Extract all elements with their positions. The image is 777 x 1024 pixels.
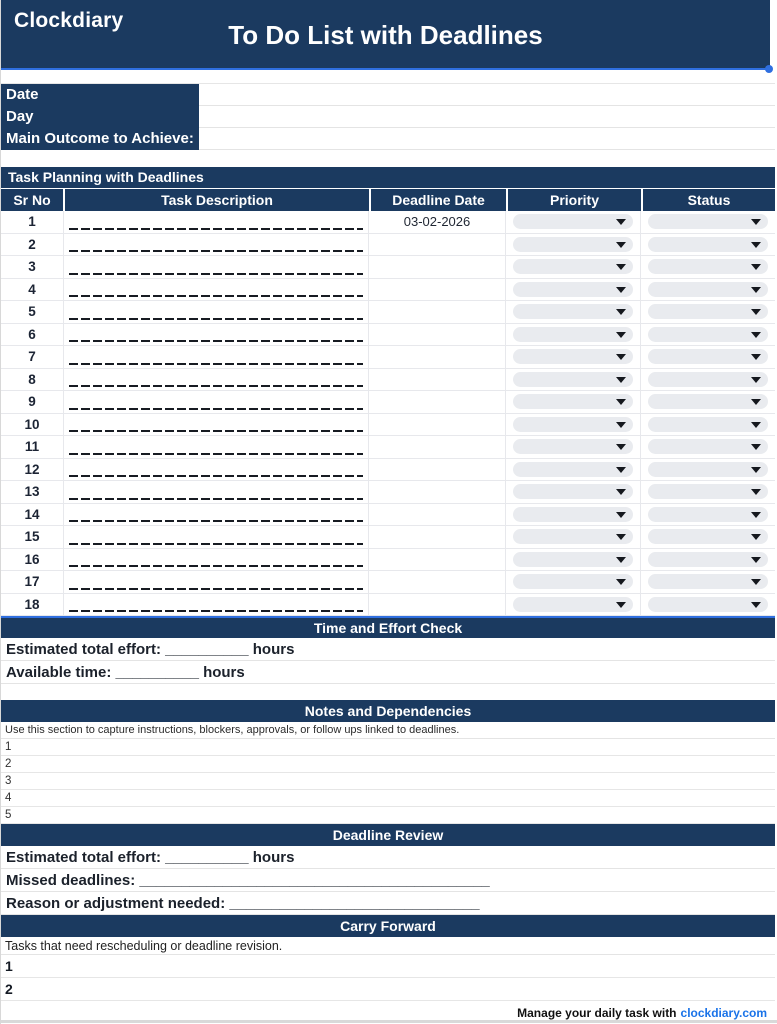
dropdown-arrow-icon [616, 287, 626, 293]
blank-write-line [69, 295, 363, 297]
deadline-date-cell[interactable] [369, 436, 506, 458]
task-row [1, 459, 775, 482]
priority-cell [506, 526, 641, 548]
task-row [1, 211, 775, 234]
dropdown-arrow-icon [751, 219, 761, 225]
dropdown-arrow-icon [751, 467, 761, 473]
selection-handle[interactable] [765, 65, 773, 73]
blank-write-line [69, 565, 363, 567]
blank-row [1, 150, 777, 167]
page-header [1, 0, 770, 70]
task-description-cell[interactable] [63, 504, 369, 526]
status-cell [641, 391, 775, 413]
priority-dropdown[interactable] [513, 327, 633, 342]
task-description-cell[interactable] [63, 459, 369, 481]
status-cell [641, 256, 775, 278]
task-row [1, 526, 775, 549]
sr-no-cell: 17 [24, 574, 40, 590]
note-row[interactable]: 2 [1, 756, 775, 773]
task-row [1, 256, 775, 279]
blank-write-line [69, 340, 363, 342]
time-effort-section-title: Time and Effort Check [1, 616, 775, 638]
blank-write-line [69, 453, 363, 455]
dropdown-arrow-icon [751, 444, 761, 450]
deadline-date-cell[interactable] [369, 459, 506, 481]
priority-dropdown[interactable] [513, 552, 633, 567]
blank-write-line [69, 363, 363, 365]
status-dropdown[interactable] [648, 349, 768, 364]
date-label: Date [6, 86, 39, 103]
sr-no-cell: 15 [24, 529, 40, 545]
task-description-cell[interactable] [63, 256, 369, 278]
carry-forward-row[interactable]: 2 [1, 978, 775, 1001]
day-label: Day [6, 108, 34, 125]
priority-cell [506, 504, 641, 526]
page-title: To Do List with Deadlines [228, 20, 543, 50]
priority-cell [506, 481, 641, 503]
dropdown-arrow-icon [616, 422, 626, 428]
blank-write-line [69, 385, 363, 387]
priority-cell [506, 279, 641, 301]
dropdown-arrow-icon [616, 242, 626, 248]
blank-row [1, 684, 777, 700]
missed-deadlines-field[interactable]: Missed deadlines: __________________________________________ [1, 869, 775, 892]
outcome-label: Main Outcome to Achieve: [6, 130, 194, 147]
deadline-date-cell[interactable]: 03-02-2026 [369, 211, 506, 233]
blank-write-line [69, 250, 363, 252]
status-dropdown[interactable] [648, 237, 768, 252]
task-row [1, 436, 775, 459]
col-header-status: Status [641, 189, 775, 211]
priority-dropdown[interactable] [513, 259, 633, 274]
priority-dropdown[interactable] [513, 214, 633, 229]
dropdown-arrow-icon [616, 219, 626, 225]
blank-write-line [69, 430, 363, 432]
priority-dropdown[interactable] [513, 529, 633, 544]
status-cell [641, 346, 775, 368]
blank-write-line [69, 498, 363, 500]
deadline-date-cell[interactable] [369, 414, 506, 436]
task-description-cell[interactable] [63, 481, 369, 503]
sr-no-cell: 5 [28, 304, 36, 320]
sr-no-cell: 18 [24, 596, 40, 612]
dropdown-arrow-icon [616, 377, 626, 383]
task-table-header [1, 189, 775, 211]
task-row [1, 571, 775, 594]
dropdown-arrow-icon [751, 557, 761, 563]
status-cell [641, 571, 775, 593]
dropdown-arrow-icon [751, 309, 761, 315]
priority-dropdown[interactable] [513, 394, 633, 409]
sr-no-cell: 7 [28, 349, 36, 365]
priority-cell [506, 594, 641, 616]
sr-no-cell: 1 [28, 214, 36, 230]
dropdown-arrow-icon [751, 332, 761, 338]
priority-dropdown[interactable] [513, 574, 633, 589]
sr-no-cell: 12 [24, 461, 40, 477]
task-row [1, 346, 775, 369]
dropdown-arrow-icon [616, 579, 626, 585]
dropdown-arrow-icon [751, 377, 761, 383]
dropdown-arrow-icon [616, 399, 626, 405]
deadline-date-cell[interactable] [369, 391, 506, 413]
sr-no-cell: 16 [24, 551, 40, 567]
status-dropdown[interactable] [648, 484, 768, 499]
col-header-sr-no: Sr No [1, 189, 63, 211]
note-row[interactable]: 4 [1, 790, 775, 807]
dropdown-arrow-icon [751, 422, 761, 428]
status-dropdown[interactable] [648, 214, 768, 229]
footer [1, 1006, 775, 1020]
dropdown-arrow-icon [751, 242, 761, 248]
priority-cell [506, 256, 641, 278]
task-description-cell[interactable] [63, 301, 369, 323]
deadline-date-cell[interactable] [369, 324, 506, 346]
task-section-title: Task Planning with Deadlines [1, 167, 775, 188]
sr-no-cell: 2 [28, 236, 36, 252]
deadline-date-cell[interactable] [369, 571, 506, 593]
priority-cell [506, 571, 641, 593]
sr-no-cell: 6 [28, 326, 36, 342]
status-dropdown[interactable] [648, 259, 768, 274]
priority-cell [506, 549, 641, 571]
dropdown-arrow-icon [616, 332, 626, 338]
status-dropdown[interactable] [648, 507, 768, 522]
dropdown-arrow-icon [751, 264, 761, 270]
blank-write-line [69, 408, 363, 410]
task-description-cell[interactable] [63, 346, 369, 368]
info-label-block [1, 84, 199, 150]
status-cell [641, 549, 775, 571]
carry-forward-row[interactable]: 1 [1, 955, 775, 978]
blank-write-line [69, 520, 363, 522]
dropdown-arrow-icon [616, 489, 626, 495]
blank-row [1, 70, 775, 84]
sr-no-cell: 4 [28, 281, 36, 297]
status-dropdown[interactable] [648, 552, 768, 567]
sr-no-cell: 11 [24, 439, 40, 455]
status-dropdown[interactable] [648, 304, 768, 319]
deadline-date-cell[interactable] [369, 301, 506, 323]
deadline-review-section-title: Deadline Review [1, 824, 775, 846]
dropdown-arrow-icon [616, 557, 626, 563]
col-header-priority: Priority [506, 189, 641, 211]
deadline-date-cell[interactable] [369, 234, 506, 256]
notes-section-title: Notes and Dependencies [1, 700, 775, 722]
blank-write-line [69, 228, 363, 230]
status-dropdown[interactable] [648, 282, 768, 297]
task-description-cell[interactable] [63, 234, 369, 256]
task-description-cell[interactable] [63, 391, 369, 413]
status-cell [641, 459, 775, 481]
status-cell [641, 594, 775, 616]
task-row [1, 234, 775, 257]
estimated-total-effort-field[interactable]: Estimated total effort: __________ hours [1, 638, 775, 661]
priority-dropdown[interactable] [513, 304, 633, 319]
blank-write-line [69, 475, 363, 477]
priority-dropdown[interactable] [513, 507, 633, 522]
priority-cell [506, 211, 641, 233]
available-time-field[interactable]: Available time: __________ hours [1, 661, 775, 684]
task-description-cell[interactable] [63, 369, 369, 391]
sr-no-cell: 10 [24, 416, 40, 432]
priority-dropdown[interactable] [513, 282, 633, 297]
priority-dropdown[interactable] [513, 484, 633, 499]
blank-write-line [69, 610, 363, 612]
task-description-cell[interactable] [63, 526, 369, 548]
priority-dropdown[interactable] [513, 237, 633, 252]
priority-dropdown[interactable] [513, 439, 633, 454]
clockdiary-link[interactable]: clockdiary.com [680, 1006, 767, 1020]
note-row[interactable]: 3 [1, 773, 775, 790]
deadline-date-cell[interactable] [369, 549, 506, 571]
deadline-date-cell[interactable] [369, 526, 506, 548]
status-dropdown[interactable] [648, 597, 768, 612]
priority-dropdown[interactable] [513, 349, 633, 364]
deadline-date-cell[interactable] [369, 481, 506, 503]
note-row[interactable]: 1 [1, 739, 775, 756]
task-table-body [1, 211, 777, 616]
dropdown-arrow-icon [616, 264, 626, 270]
dropdown-arrow-icon [751, 489, 761, 495]
status-dropdown[interactable] [648, 394, 768, 409]
dropdown-arrow-icon [751, 579, 761, 585]
dropdown-arrow-icon [616, 602, 626, 608]
notes-description: Use this section to capture instructions, blockers, approvals, or follow ups linked to deadlines. [1, 722, 775, 739]
clockdiary-logo: Clockdiary [14, 9, 124, 32]
task-description-cell[interactable] [63, 571, 369, 593]
blank-write-line [69, 318, 363, 320]
priority-cell [506, 301, 641, 323]
info-panel [1, 84, 775, 150]
dropdown-arrow-icon [616, 354, 626, 360]
footer-text: Manage your daily task with [517, 1006, 677, 1020]
task-description-cell[interactable] [63, 594, 369, 616]
notes-rows [1, 739, 777, 824]
deadline-date-cell[interactable] [369, 504, 506, 526]
carry-forward-description: Tasks that need rescheduling or deadline revision. [1, 937, 775, 955]
priority-cell [506, 369, 641, 391]
priority-cell [506, 459, 641, 481]
deadline-date-cell[interactable] [369, 594, 506, 616]
task-row [1, 369, 775, 392]
status-cell [641, 526, 775, 548]
deadline-date-cell[interactable] [369, 256, 506, 278]
status-dropdown[interactable] [648, 417, 768, 432]
priority-cell [506, 324, 641, 346]
dropdown-arrow-icon [616, 534, 626, 540]
deadline-date-cell[interactable] [369, 346, 506, 368]
status-dropdown[interactable] [648, 529, 768, 544]
dropdown-arrow-icon [616, 444, 626, 450]
priority-dropdown[interactable] [513, 597, 633, 612]
task-row [1, 504, 775, 527]
status-cell [641, 279, 775, 301]
sr-no-cell: 9 [28, 394, 36, 410]
status-dropdown[interactable] [648, 327, 768, 342]
priority-cell [506, 414, 641, 436]
task-row [1, 324, 775, 347]
sr-no-cell: 14 [24, 506, 40, 522]
task-row [1, 301, 775, 324]
status-dropdown[interactable] [648, 574, 768, 589]
bottom-edge [1, 1020, 777, 1023]
task-description-cell[interactable] [63, 324, 369, 346]
carry-forward-rows [1, 955, 777, 1001]
dropdown-arrow-icon [751, 602, 761, 608]
sr-no-cell: 3 [28, 259, 36, 275]
priority-cell [506, 436, 641, 458]
status-cell [641, 504, 775, 526]
status-dropdown[interactable] [648, 372, 768, 387]
sr-no-cell: 13 [24, 484, 40, 500]
task-row [1, 594, 775, 617]
task-row [1, 549, 775, 572]
dropdown-arrow-icon [616, 512, 626, 518]
sr-no-cell: 8 [28, 371, 36, 387]
status-cell [641, 369, 775, 391]
col-header-task-description: Task Description [63, 189, 369, 211]
priority-dropdown[interactable] [513, 372, 633, 387]
task-description-cell[interactable] [63, 414, 369, 436]
deadline-date-cell[interactable] [369, 279, 506, 301]
dropdown-arrow-icon [751, 354, 761, 360]
status-cell [641, 414, 775, 436]
dropdown-arrow-icon [616, 309, 626, 315]
task-row [1, 414, 775, 437]
carry-forward-section-title: Carry Forward [1, 915, 775, 937]
status-dropdown[interactable] [648, 439, 768, 454]
priority-cell [506, 346, 641, 368]
status-cell [641, 211, 775, 233]
priority-cell [506, 234, 641, 256]
blank-write-line [69, 588, 363, 590]
note-row[interactable]: 5 [1, 807, 775, 824]
dropdown-arrow-icon [751, 512, 761, 518]
task-description-cell[interactable] [63, 549, 369, 571]
status-cell [641, 324, 775, 346]
dropdown-arrow-icon [616, 467, 626, 473]
review-estimated-effort-field[interactable]: Estimated total effort: __________ hours [1, 846, 775, 869]
task-description-cell[interactable] [63, 211, 369, 233]
priority-dropdown[interactable] [513, 462, 633, 477]
status-cell [641, 481, 775, 503]
blank-write-line [69, 543, 363, 545]
dropdown-arrow-icon [751, 399, 761, 405]
task-description-cell[interactable] [63, 436, 369, 458]
col-header-deadline-date: Deadline Date [369, 189, 506, 211]
dropdown-arrow-icon [751, 287, 761, 293]
task-row [1, 279, 775, 302]
status-dropdown[interactable] [648, 462, 768, 477]
task-row [1, 481, 775, 504]
priority-cell [506, 391, 641, 413]
blank-write-line [69, 273, 363, 275]
deadline-date-cell[interactable] [369, 369, 506, 391]
status-cell [641, 301, 775, 323]
status-cell [641, 436, 775, 458]
dropdown-arrow-icon [751, 534, 761, 540]
status-cell [641, 234, 775, 256]
task-description-cell[interactable] [63, 279, 369, 301]
reason-adjustment-field[interactable]: Reason or adjustment needed: ______________________________ [1, 892, 775, 915]
priority-dropdown[interactable] [513, 417, 633, 432]
task-row [1, 391, 775, 414]
